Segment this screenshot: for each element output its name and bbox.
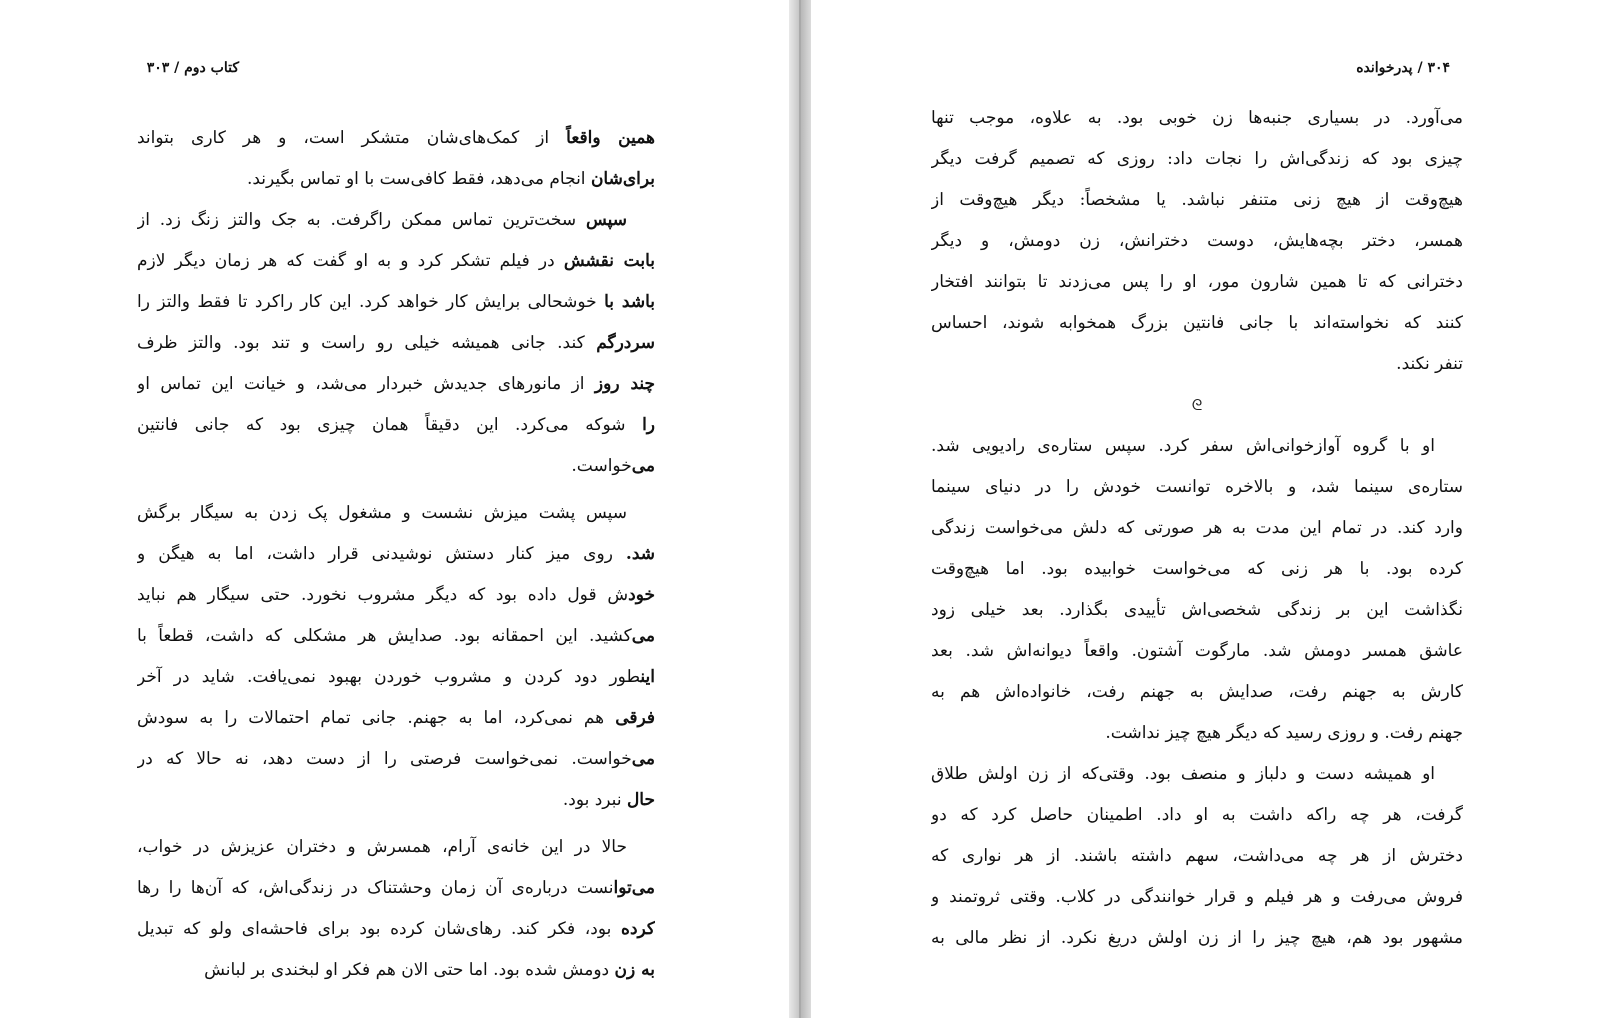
text-line: تنفر نکند.	[1396, 354, 1463, 374]
line-text: ‌کشید. این احمقانه بود. صدایش هر مشکلی که داشت، قطعاً با	[137, 626, 632, 646]
line-text: کند. جانی همیشه خیلی رو راست و تند بود. والتز ظرف	[137, 333, 597, 353]
text-line: فروش می‌رفت و هر فیلم و قرار خوانندگی در کلاب. وقتی ثروتمند و	[931, 887, 1463, 907]
bold-lead: سردرگم	[596, 333, 655, 353]
line-text: در فیلم تشکر کرد و به او گفت که هر زمان دیگر لازم	[137, 251, 564, 271]
line-text: از کمک‌های‌شان متشکر است، و هر کاری بتواند	[137, 128, 567, 148]
text-line	[137, 405, 655, 446]
text-line: نگذاشت این بر زندگی شخصی‌اش تأییدی بگذارد. بعد خیلی زود	[931, 600, 1463, 620]
text-line: ستاره‌ی سینما شد، و بالاخره توانست خودش را در دنیای سینما	[931, 477, 1463, 497]
text-line: او همیشه دست و دلباز و منصف بود. وقتی‌که از زن اولش طلاق	[931, 764, 1435, 784]
bold-lead: خود	[628, 585, 655, 605]
bold-lead: می	[631, 749, 655, 769]
bold-lead: همین واقعاً	[566, 128, 655, 148]
text-line	[137, 827, 655, 868]
text-line: می‌آورد. در بسیاری جنبه‌ها زن خوبی بود. به علاوه، موجب تنها	[931, 108, 1463, 128]
text-line	[137, 534, 655, 575]
line-text: سخت‌ترین تماس ممکن راگرفت. به جک والتز زنگ زد. از	[137, 210, 586, 230]
text-line: کرده بود. با هر زنی که می‌خواست خوابیده بود. اما هیچ‌وقت	[931, 559, 1463, 579]
text-line: کارش به جهنم رفت، صدایش به جهنم رفت، خانواده‌اش هم به	[931, 682, 1463, 702]
line-text: انجام می‌دهد، فقط کافی‌ست با او تماس بگیرند.	[246, 169, 591, 189]
text-line	[137, 575, 655, 616]
text-line: هیچ‌وقت از هیچ زنی متنفر نباشد. یا مشخصاً: دیگر هیچ‌وقت از	[931, 190, 1463, 210]
book-gutter-shadow	[799, 0, 801, 1018]
text-line: کنند که نخواسته‌اند با جانی فانتین بزرگ همخوابه شوند، احساس	[931, 313, 1463, 333]
text-line	[137, 323, 655, 364]
bold-lead: این	[640, 667, 655, 687]
bold-lead: فرقی	[615, 708, 655, 728]
text-line	[137, 200, 655, 241]
text-line	[137, 364, 655, 405]
line-text: شوکه می‌کرد. این دقیقاً همان چیزی بود که جانی فانتین	[137, 415, 643, 435]
line-text: ش قول داده بود که دیگر مشروب نخورد. حتی سیگار هم نباید	[137, 585, 629, 605]
line-text: دومش شده بود. اما حتی الان هم فکر او لبخندی بر لبانش	[204, 960, 615, 980]
text-line: جهنم رفت. و روزی رسید که دیگر هیچ چیز نداشت.	[1105, 723, 1463, 743]
text-line	[137, 739, 655, 780]
text-line: او با گروه آوازخوانی‌اش سفر کرد. سپس ستاره‌ی رادیویی شد.	[931, 436, 1435, 456]
bold-lead: سپس	[585, 210, 627, 230]
left-page	[0, 0, 789, 1018]
left-running-head: کتاب دوم / ۳۰۳	[146, 60, 239, 76]
text-line	[137, 698, 655, 739]
bold-lead: می	[631, 456, 655, 476]
section-ornament: ᘓ	[1191, 396, 1203, 414]
bold-lead: را	[642, 415, 655, 435]
text-line	[137, 909, 655, 950]
right-running-head: ۳۰۴ / پدرخوانده	[1356, 60, 1450, 76]
line-text: از مانورهای جدیدش خبردار می‌شد، و خیانت این تماس او	[137, 374, 595, 394]
line-text: نست درباره‌ی آن زمان وحشتناک در زندگی‌اش، که آن‌ها را رها	[137, 878, 614, 898]
left-page-text	[137, 118, 655, 991]
text-line	[137, 657, 655, 698]
text-line	[137, 118, 655, 159]
right-page	[811, 0, 1600, 1018]
bold-lead: برای‌شان	[590, 169, 655, 189]
line-text: هم نمی‌کرد، اما به جهنم. جانی تمام احتمالات را به سودش	[137, 708, 616, 728]
line-text: طور دود کردن و مشروب خوردن بهبود نمی‌یافت. شاید در آخر	[137, 667, 641, 687]
text-line	[137, 780, 655, 821]
line-text: ‌خواست. نمی‌خواست فرصتی را از دست دهد، نه حالا که در	[137, 749, 632, 769]
text-line: گرفت، هر چه راکه داشت به او داد. اطمینان حاصل کرد که دو	[931, 805, 1463, 825]
line-text: سپس پشت میزش نشست و مشغول پک زدن به سیگار برگش	[137, 503, 627, 523]
text-line: چیزی بود که زندگی‌اش را نجات داد: روزی که تصمیم گرفت دیگر	[931, 149, 1463, 169]
line-text: حالا در این خانه‌ی آرام، همسرش و دختران عزیزش در خواب،	[137, 837, 627, 857]
line-text: بود، فکر کند. رهای‌شان کرده بود برای فاحشه‌ای ولو که تبدیل	[137, 919, 622, 939]
text-line	[137, 282, 655, 323]
text-line: وارد کند. در تمام این مدت به هر صورتی که دلش می‌خواست زندگی	[931, 518, 1463, 538]
text-line: دخترش از هر چه می‌داشت، سهم داشته باشند. از هر نواری که	[931, 846, 1463, 866]
text-line: دخترانی که تا همین شارون مور، او را پس می‌زدند تا بتوانند افتخار	[931, 272, 1463, 292]
text-line	[137, 446, 655, 487]
text-line	[137, 616, 655, 657]
right-page-text	[931, 98, 1463, 959]
bold-lead: شد.	[625, 544, 655, 564]
line-text: ‌خواست.	[571, 456, 632, 476]
bold-lead: کرده	[621, 919, 655, 939]
bold-lead: باشد با	[604, 292, 655, 312]
line-text: نبرد بود.	[562, 790, 627, 810]
line-text: روی میز کنار دستش نوشیدنی قرار داشت، اما به هیگن و	[137, 544, 626, 564]
bold-lead: بابت نقشش	[563, 251, 655, 271]
text-line: مشهور بود هم، هیچ چیز را از زن اولش دریغ نکرد. از نظر مالی به	[931, 928, 1463, 948]
text-line	[137, 950, 655, 991]
text-line: همسر، دختر بچه‌هایش، دوست دخترانش، زن دومش، و دیگر	[931, 231, 1463, 251]
bold-lead: به زن	[614, 960, 655, 980]
text-line	[137, 159, 655, 200]
bold-lead: می‌توا	[613, 878, 655, 898]
text-line	[137, 493, 655, 534]
line-text: خوشحالی برایش کار خواهد کرد. این کار راکرد تا فقط والتز را	[137, 292, 605, 312]
text-line: عاشق همسر دومش شد. مارگوت آشتون. واقعاً دیوانه‌اش شد. بعد	[931, 641, 1463, 661]
text-line	[137, 868, 655, 909]
bold-lead: چند روز	[594, 374, 655, 394]
bold-lead: می	[631, 626, 655, 646]
bold-lead: حال	[626, 790, 655, 810]
text-line	[137, 241, 655, 282]
